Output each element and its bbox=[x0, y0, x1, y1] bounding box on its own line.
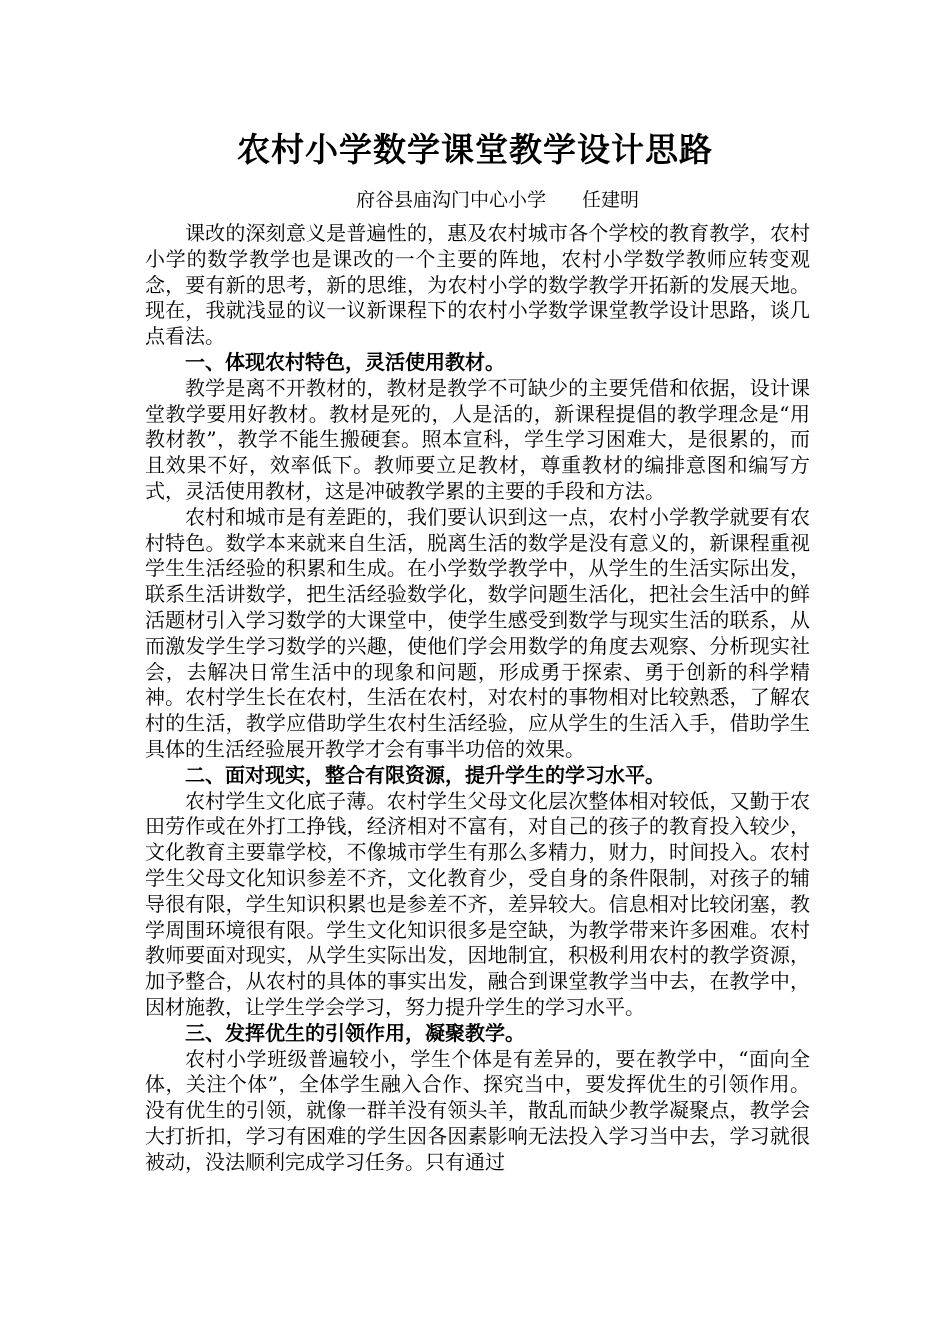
paragraph: 农村小学班级普遍较小，学生个体是有差异的，要在教学中，“面向全体，关注个体”，全体学生融入合作、探究当中，要发挥优生的引领作用。没有优生的引领，就像一群羊没有领头羊，散乱而缺少教学凝聚点，教学会大打折扣，学习有困难的学生因各因素影响无法投入学习当中去，学习就很被动，没法顺利完成学习任务。只有通过 bbox=[145, 1046, 810, 1174]
section-heading: 二、面对现实，整合有限资源，提升学生的学习水平。 bbox=[185, 762, 665, 787]
paragraph: 教学是离不开教材的，教材是教学不可缺少的主要凭借和依据，设计课堂教学要用好教材。教材是死的，人是活的，新课程提倡的教学理念是“用教材教”，教学不能生搬硬套。照本宣科，学生学习困难大，是很累的，而且效果不好，效率低下。教师要立足教材，尊重教材的编排意图和编写方式，灵活使用教材，这是冲破教学累的主要的手段和方法。 bbox=[145, 375, 810, 503]
author-school: 府谷县庙沟门中心小学 bbox=[356, 189, 547, 211]
section-heading: 一、体现农村特色，灵活使用教材。 bbox=[185, 349, 505, 374]
paragraph: 农村学生文化底子薄。农村学生父母文化层次整体相对较低，又勤于农田劳作或在外打工挣钱，经济相对不富有，对自己的孩子的教育投入较少，文化教育主要靠学校，不像城市学生有那么多精力，财力，时间投入。农村学生父母文化知识参差不齐，文化教育少，受自身的条件限制，对孩子的辅导很有限，学生知识积累也是参差不齐，差异较大。信息相对比较闭塞，教学周围环境很有限。学生文化知识很多是空缺，为教学带来许多困难。农村教师要面对现实，从学生实际出发，因地制宜，积极利用农村的教学资源，加予整合，从农村的具体的事实出发，融合到课堂教学当中去，在教学中，因材施教，让学生学会学习，努力提升学生的学习水平。 bbox=[145, 788, 810, 1019]
author-byline bbox=[356, 188, 639, 212]
page-title: 农村小学数学课堂教学设计思路 bbox=[237, 130, 713, 169]
section-heading: 三、发挥优生的引领作用，凝聚教学。 bbox=[185, 1020, 525, 1045]
paragraph: 课改的深刻意义是普遍性的，惠及农村城市各个学校的教育教学，农村小学的数学教学也是课改的一个主要的阵地，农村小学数学教师应转变观念，要有新的思考，新的思维，为农村小学的数学教学开拓新的发展天地。现在，我就浅显的议一议新课程下的农村小学数学课堂教学设计思路，谈几点看法。 bbox=[145, 221, 810, 349]
author-name: 任建明 bbox=[582, 189, 640, 211]
paragraph: 农村和城市是有差距的，我们要认识到这一点，农村小学教学就要有农村特色。数学本来就来自生活，脱离生活的数学是没有意义的，新课程重视学生生活经验的积累和生成。在小学数学教学中，从学生的生活实际出发，联系生活讲数学，把生活经验数学化，数学问题生活化，把社会生活中的鲜活题材引入学习数学的大课堂中，使学生感受到数学与现实生活的联系，从而激发学生学习数学的兴趣，使他们学会用数学的角度去观察、分析现实社会，去解决日常生活中的现象和问题，形成勇于探索、勇于创新的科学精神。农村学生长在农村，生活在农村，对农村的事物相对比较熟悉，了解农村的生活，教学应借助学生农村生活经验，应从学生的生活入手，借助学生具体的生活经验展开教学才会有事半功倍的效果。 bbox=[145, 504, 810, 761]
article-body bbox=[145, 221, 810, 1175]
